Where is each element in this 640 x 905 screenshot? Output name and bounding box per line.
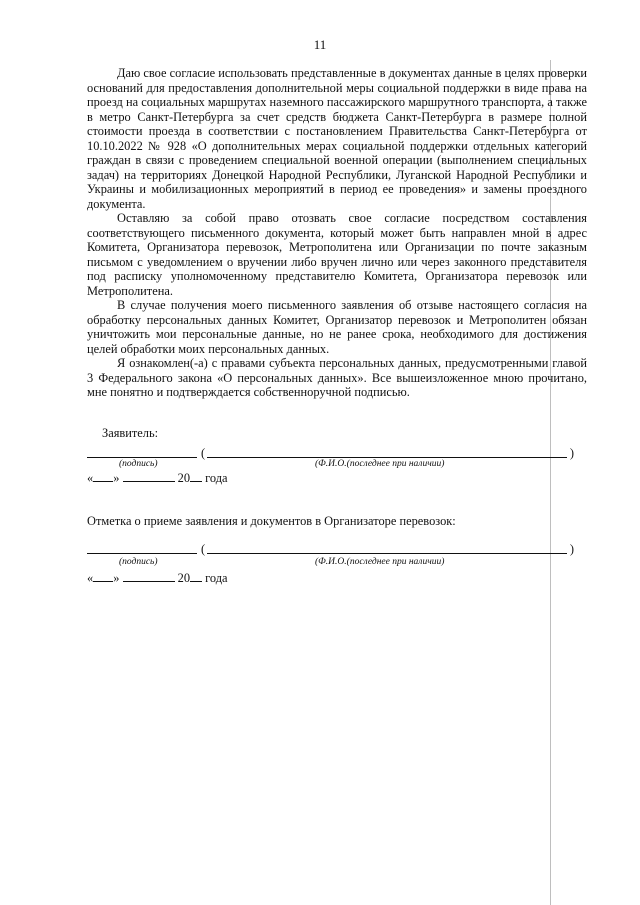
applicant-signature-caption: (подпись) — [119, 459, 158, 469]
paragraph-data-destruction: В случае получения моего письменного заявления об отзыве настоящего согласия на обработку персональных данных Комитет, Организатор перевозок и Метрополитен обязан уничтожить мои персональные данные, но не ранее срока, необходимого для достижения целей обработки моих персональных данных. — [87, 298, 587, 356]
applicant-signature-blank[interactable] — [87, 457, 197, 458]
carrier-name-caption: (Ф.И.О.(последнее при наличии) — [315, 557, 445, 567]
applicant-name-blank[interactable] — [207, 457, 567, 458]
carrier-signature-caption: (подпись) — [119, 557, 158, 567]
applicant-date-close-quote: » — [113, 471, 120, 485]
carrier-year-prefix: 20 — [177, 571, 191, 585]
applicant-year-blank[interactable] — [190, 470, 202, 482]
applicant-paren-open: ( — [201, 446, 206, 460]
page-number: 11 — [313, 37, 327, 52]
carrier-name-blank[interactable] — [207, 553, 567, 554]
applicant-date-open-quote: « — [87, 471, 94, 485]
carrier-year-blank[interactable] — [190, 570, 202, 582]
carrier-heading: Отметка о приеме заявления и документов в Организаторе перевозок: — [87, 514, 456, 528]
carrier-paren-open: ( — [201, 542, 206, 556]
applicant-paren-close: ) — [569, 446, 574, 460]
applicant-signature-row — [87, 442, 577, 458]
applicant-year-prefix: 20 — [177, 471, 191, 485]
carrier-acceptance-block — [87, 514, 587, 590]
carrier-signature-row — [87, 538, 577, 554]
applicant-date-line — [87, 470, 228, 486]
applicant-signature-block — [87, 426, 587, 486]
carrier-date-open-quote: « — [87, 571, 94, 585]
carrier-day-blank[interactable] — [93, 570, 113, 582]
applicant-heading: Заявитель: — [102, 426, 159, 440]
applicant-name-caption: (Ф.И.О.(последнее при наличии) — [315, 459, 445, 469]
consent-text — [87, 66, 587, 400]
carrier-date-line — [87, 570, 228, 586]
carrier-year-suffix: года — [205, 571, 228, 585]
carrier-month-blank[interactable] — [123, 570, 175, 582]
applicant-month-blank[interactable] — [123, 470, 175, 482]
paragraph-consent: Даю свое согласие использовать представленные в документах данные в целях проверки оснований для предоставления дополнительной меры социальной поддержки в виде права на проезд на социальных маршрутах наземного пассажирского маршрутного транспорта, а также в метро Санкт-Петербурга за счет средств бюджета Санкт-Петербурга в размере полной стоимости проезда в соответствии с постановлением Правительства Санкт-Петербурга от 10.10.2022 № 928 «О дополнительных мерах социальной поддержки отдельных категорий граждан в связи с проведением специальной военной операции (выполнением специальных задач) на территориях Донецкой Народной Республики, Луганской Народной Республики и Украины и мобилизационных мероприятий в период ее проведения» и замены проездного документа. — [87, 66, 587, 211]
paragraph-acknowledgement: Я ознакомлен(-а) с правами субъекта персональных данных, предусмотренными главой 3 Федерального закона «О персональных данных». Все вышеизложенное мною прочитано, мне понятно и подтверждается собственноручной подписью. — [87, 356, 587, 399]
carrier-paren-close: ) — [569, 542, 574, 556]
carrier-date-close-quote: » — [113, 571, 120, 585]
applicant-year-suffix: года — [205, 471, 228, 485]
applicant-day-blank[interactable] — [93, 470, 113, 482]
paragraph-revocation-right: Оставляю за собой право отозвать свое согласие посредством составления соответствующего письменного документа, который может быть направлен мной в адрес Комитета, Организатора перевозок, Метрополитена или Организации по почте заказным письмом с уведомлением о вручении либо вручен лично или через законного представителя под расписку уполномоченному представителю Комитета, Организатора перевозок или Метрополитена. — [87, 211, 587, 298]
carrier-signature-blank[interactable] — [87, 553, 197, 554]
